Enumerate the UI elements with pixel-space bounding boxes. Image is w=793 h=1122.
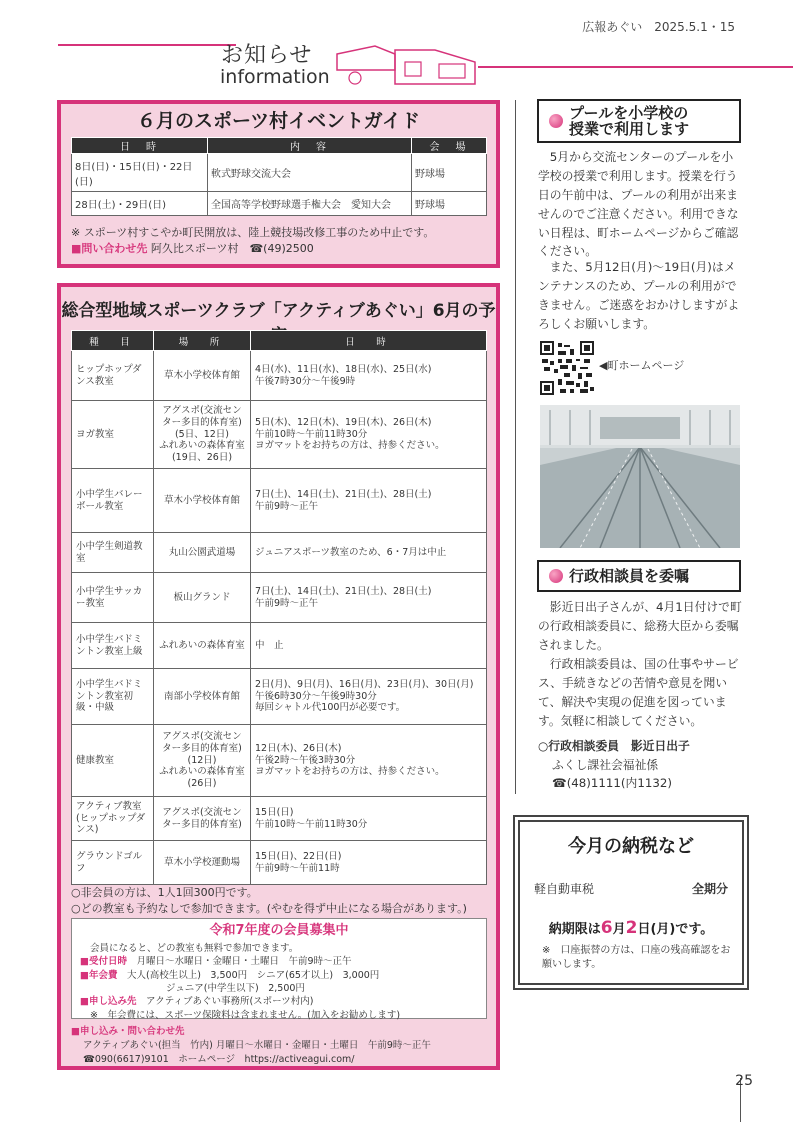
section-subtitle: information xyxy=(220,66,330,88)
table-row xyxy=(72,573,487,623)
cell-place: 草木小学校運動場 xyxy=(154,841,251,885)
pool-heading-text xyxy=(569,105,689,138)
reception-label: ■受付日時 xyxy=(80,956,127,968)
header-rule-right xyxy=(478,66,793,68)
tax-due-date xyxy=(520,918,742,938)
fee-text: 大人(高校生以上) 3,500円 シニア(65才以上) 3,000円 xyxy=(127,969,380,981)
fee-label: ■年会費 xyxy=(80,969,118,981)
event-guide-box xyxy=(57,100,500,268)
event-guide-note: ※ スポーツ村すこやか町民開放は、陸上競技場改修工事のため中止です。 xyxy=(71,226,435,239)
cell-venue: 野球場 xyxy=(412,154,487,192)
cell-place: 板山グランド xyxy=(154,573,251,623)
section-title: お知らせ xyxy=(221,43,313,68)
table-row xyxy=(72,469,487,533)
club-schedule-title: 総合型地域スポーツクラブ「アクティブあぐい」6月の予 xyxy=(61,301,496,321)
cell-schedule: 4日(水)、11日(水)、18日(水)、25日(水) 午後7時30分～午後9時 xyxy=(251,351,487,401)
recruit-intro: 会員になると、どの教室も無料で参加できます。 xyxy=(90,943,299,955)
event-guide-title: ６月のスポーツ村イベントガイド xyxy=(136,110,421,132)
tax-item: 軽自動車税 xyxy=(534,882,595,896)
consult-name: ○行政相談委員 影近日出子 xyxy=(538,739,690,753)
pool-heading xyxy=(537,99,741,143)
contact-text: 阿久比スポーツ村 ☎(49)2500 xyxy=(150,242,314,255)
recruit-apply xyxy=(80,995,478,1008)
table-row xyxy=(72,533,487,573)
due-prefix: 納期限は xyxy=(548,922,601,937)
bullet-dot-icon xyxy=(549,114,563,128)
cell-date: 28日(土)・29日(日) xyxy=(72,192,208,216)
pool-paragraph-2: また、5月12日(月)～19日(月)はメンテナンスのため、プールの利用ができません。ご迷惑をおかけしますがよろしくお願いします。 xyxy=(538,260,740,331)
cell-schedule: 中 止 xyxy=(251,623,487,669)
cell-place: アグスポ(交流センター多目的体育室)(12日) ふれあいの森体育室(26日) xyxy=(154,725,251,797)
pool-title-line2: 授業で利用します xyxy=(569,120,690,138)
col-header-date: 日 時 xyxy=(72,138,208,154)
table-row xyxy=(72,401,487,469)
club-contact-line: アクティブあぐい(担当 竹内) 月曜日～水曜日・金曜日・土曜日 午前9時～正午 xyxy=(83,1039,431,1051)
cell-schedule: 7日(土)、14日(土)、21日(土)、28日(土) 午前9時～正午 xyxy=(251,469,487,533)
recruit-reception xyxy=(80,955,478,968)
club-schedule-table xyxy=(71,330,487,885)
due-suffix: 日(月)です。 xyxy=(637,922,714,937)
cell-event: ヒップホップダンス教室 xyxy=(72,351,154,401)
cell-event: 小中学生バドミントン教室初級・中級 xyxy=(72,669,154,725)
cell-event: 小中学生バレーボール教室 xyxy=(72,469,154,533)
cell-content: 全国高等学校野球選手権大会 愛知大会 xyxy=(208,192,412,216)
apply-label: ■申し込み先 xyxy=(80,996,137,1008)
cell-event: グラウンドゴルフ xyxy=(72,841,154,885)
cell-place: 丸山公園武道場 xyxy=(154,533,251,573)
cell-place: ふれあいの森体育室 xyxy=(154,623,251,669)
club-notes xyxy=(71,885,467,917)
club-note: ○どの教室も予約なしで参加できます。(やむを得ず中止になる場合があります。) xyxy=(71,901,467,915)
pool-title-line1: プールを小学校の xyxy=(569,103,689,122)
cell-date: 8日(日)・15日(日)・22日(日) xyxy=(72,154,208,192)
cell-event: 健康教室 xyxy=(72,725,154,797)
publication-date: 広報あぐい 2025.5.1・15 xyxy=(582,20,735,34)
cell-place: 草木小学校体育館 xyxy=(154,351,251,401)
tax-term: 全期分 xyxy=(691,882,728,896)
club-contact-label: ■申し込み・問い合わせ先 xyxy=(71,1026,185,1037)
cell-place: 草木小学校体育館 xyxy=(154,469,251,533)
cell-place: アグスポ(交流センター多目的体育室) xyxy=(154,797,251,841)
tax-box xyxy=(518,820,744,985)
recruit-fee-junior: ジュニア(中学生以下) 2,500円 xyxy=(166,983,305,995)
club-contact-phone: ☎090(6617)9101 ホームページ https://activeagui.com/ xyxy=(83,1053,355,1065)
club-schedule-box xyxy=(57,283,500,1070)
consult-heading xyxy=(537,560,741,592)
tax-note: ※ 口座振替の方は、口座の残高確認をお願いします。 xyxy=(542,945,731,970)
due-month: 6 xyxy=(600,918,613,938)
pool-paragraph-1: 5月から交流センターのプールを小学校の授業で利用します。授業を行う日の午前中は、プールの利用が出来ませんのでご注意ください。利用できない日程は、町ホームページからご確認ください。 xyxy=(538,150,739,259)
due-day: 2 xyxy=(625,918,638,938)
reception-text: 月曜日～水曜日・金曜日・土曜日 午前9時～正午 xyxy=(136,956,352,968)
qr-code-icon[interactable] xyxy=(540,341,594,395)
recruit-fee xyxy=(80,969,478,982)
cell-event: 小中学生剣道教室 xyxy=(72,533,154,573)
cell-place: アグスポ(交流センター多目的体育室)(5日、12日) ふれあいの森体育室(19日、26日) xyxy=(154,401,251,469)
cell-venue: 野球場 xyxy=(412,192,487,216)
page-number: 25 xyxy=(735,1073,753,1089)
qr-label: ◀町ホームページ xyxy=(599,359,685,372)
cell-event: アクティブ教室(ヒップホップダンス) xyxy=(72,797,154,841)
cell-event: 小中学生バドミントン教室上級 xyxy=(72,623,154,669)
club-note: ○非会員の方は、1人1回300円です。 xyxy=(71,886,258,899)
cell-schedule: 12日(木)、26日(木) 午後2時～午後3時30分 ヨガマットをお持ちの方は、持参ください。 xyxy=(251,725,487,797)
header-rule-left xyxy=(58,44,236,46)
event-guide-table xyxy=(71,137,487,216)
table-row xyxy=(72,669,487,725)
cell-event: 小中学生サッカー教室 xyxy=(72,573,154,623)
consult-heading-text: 行政相談員を委嘱 xyxy=(569,566,690,585)
cell-schedule: 15日(日)、22日(日) 午前9時～午前11時 xyxy=(251,841,487,885)
house-illustration-icon xyxy=(335,40,485,88)
consult-paragraph-2: 行政相談委員は、国の仕事やサービス、手続きなどの苦情や意見を聞いて、解決や実現の促進を図っています。気軽に相談してください。 xyxy=(538,657,739,728)
consult-contact-phone: ☎(48)1111(内1132) xyxy=(552,776,672,790)
table-row xyxy=(72,351,487,401)
cell-place: 南部小学校体育館 xyxy=(154,669,251,725)
consult-contact-dept: ふくし課社会福祉係 xyxy=(552,758,659,772)
cell-schedule: 2日(月)、9日(月)、16日(月)、23日(月)、30日(月) 午後6時30分～午後9時30分 毎回シャトル代100円が必要です。 xyxy=(251,669,487,725)
table-row xyxy=(72,797,487,841)
col-header-venue: 会 場 xyxy=(412,138,487,154)
cell-schedule: ジュニアスポーツ教室のため、6・7月は中止 xyxy=(251,533,487,573)
member-recruit-box xyxy=(71,918,487,1019)
cell-schedule: 15日(日) 午前10時～午前11時30分 xyxy=(251,797,487,841)
table-row xyxy=(72,623,487,669)
due-mid: 月 xyxy=(612,922,626,937)
col-header-place: 場 所 xyxy=(154,331,251,351)
col-header-schedule: 日 時 xyxy=(251,331,487,351)
column-divider xyxy=(515,100,516,794)
recruit-title: 令和7年度の会員募集中 xyxy=(209,923,349,938)
contact-label: ■問い合わせ先 xyxy=(71,242,148,255)
col-header-event: 種 目 xyxy=(72,331,154,351)
cell-schedule: 7日(土)、14日(土)、21日(土)、28日(土) 午前9時～正午 xyxy=(251,573,487,623)
tax-title: 今月の納税など xyxy=(568,836,694,857)
consult-paragraph-1: 影近日出子さんが、4月1日付けで町の行政相談委員に、総務大臣から委嘱されました。 xyxy=(538,600,742,652)
table-row xyxy=(72,154,487,192)
pool-photo xyxy=(540,405,740,548)
table-row xyxy=(72,725,487,797)
club-contact xyxy=(71,1025,431,1066)
table-row xyxy=(72,192,487,216)
apply-text: アクティブあぐい事務所(スポーツ村内) xyxy=(146,996,314,1008)
table-row xyxy=(72,841,487,885)
cell-schedule: 5日(木)、12日(木)、19日(木)、26日(木) 午前10時～午前11時30分 ヨガマットをお持ちの方は、持参ください。 xyxy=(251,401,487,469)
event-guide-contact xyxy=(71,240,314,256)
recruit-apply-note: ※ 年会費には、スポーツ保険料は含まれません。(加入をお勧めします) xyxy=(90,1009,401,1021)
cell-content: 軟式野球交流大会 xyxy=(208,154,412,192)
tax-item-row xyxy=(534,880,728,897)
bullet-dot-icon xyxy=(549,569,563,583)
col-header-content: 内 容 xyxy=(208,138,412,154)
cell-event: ヨガ教室 xyxy=(72,401,154,469)
